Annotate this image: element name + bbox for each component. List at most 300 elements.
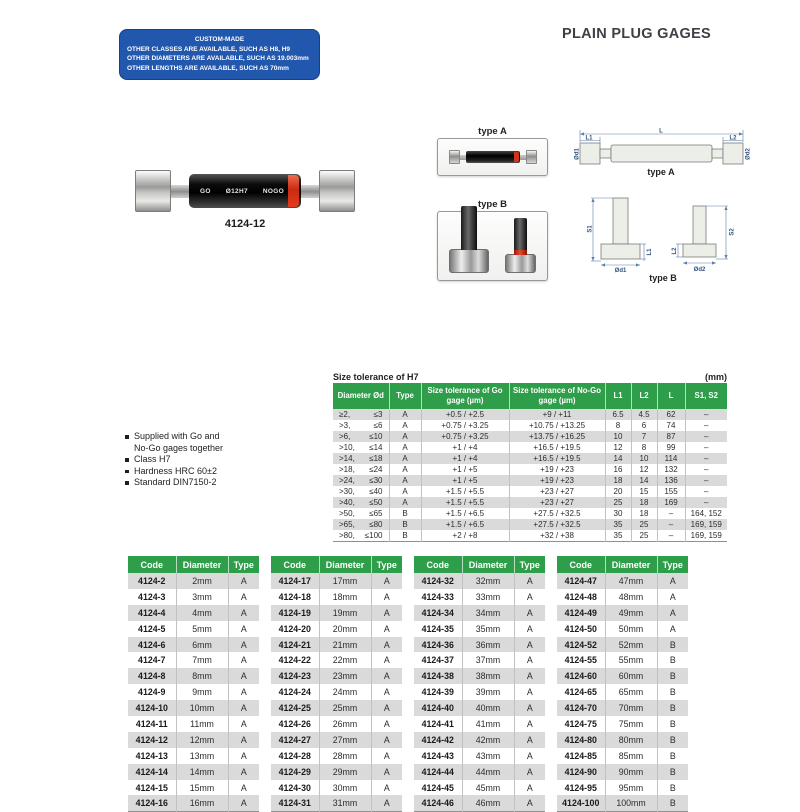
- code-cell: 4124-25: [271, 700, 319, 716]
- col-diameter: Diameter: [605, 556, 657, 573]
- tolerance-row: [333, 486, 727, 497]
- code-table-row: [414, 716, 545, 732]
- type-cell: A: [228, 764, 259, 780]
- diameter-cell: 31mm: [319, 795, 371, 811]
- code-table-header-row: [557, 556, 688, 573]
- code-cell: 4124-37: [414, 652, 462, 668]
- code-cell: 4124-95: [557, 780, 605, 796]
- dim-d1: Ød1: [614, 268, 627, 273]
- gage-shaft-left: [171, 185, 189, 198]
- diameter-cell: 15mm: [176, 780, 228, 796]
- code-table-row: [414, 780, 545, 796]
- diameter-cell: 9mm: [176, 684, 228, 700]
- type-cell: A: [228, 605, 259, 621]
- code-table-row: [128, 637, 259, 653]
- code-cell: 4124-18: [271, 589, 319, 605]
- code-table-row: [414, 573, 545, 589]
- diameter-cell: 100mm: [605, 795, 657, 811]
- code-table-header-row: [271, 556, 402, 573]
- l-cell: –: [657, 530, 685, 542]
- feature-text: Hardness HRC 60±2: [134, 465, 217, 476]
- s1s2-cell: –: [685, 431, 727, 442]
- code-table-row: [271, 637, 402, 653]
- diameter-cell: 13mm: [176, 748, 228, 764]
- type-cell: A: [514, 764, 545, 780]
- s1s2-cell: 169, 159: [690, 531, 722, 540]
- nogo-tolerance-cell: +27.5 / +32.5: [509, 519, 605, 530]
- l-cell: 136: [657, 475, 685, 486]
- l2-cell: 6: [631, 420, 657, 431]
- code-table-row: [128, 573, 259, 589]
- diameter-cell: 3mm: [176, 589, 228, 605]
- type-cell: B: [657, 764, 688, 780]
- code-cell: 4124-16: [128, 795, 176, 811]
- type-cell: B: [669, 782, 676, 793]
- dim-d2: Ød2: [745, 148, 751, 160]
- code-cell: 4124-32: [414, 573, 462, 589]
- type-cell: A: [514, 795, 545, 811]
- code-table-row: [414, 605, 545, 621]
- code-table-row: [557, 795, 688, 811]
- l1-cell: 25: [605, 497, 631, 508]
- col-l1: L1: [605, 383, 631, 409]
- col-code: Code: [414, 556, 462, 573]
- go-tolerance-cell: +2 / +8: [421, 530, 509, 542]
- code-table-row: [557, 716, 688, 732]
- diameter-cell: 44mm: [462, 764, 514, 780]
- type-cell: A: [371, 732, 402, 748]
- code-table-row: [128, 716, 259, 732]
- nogo-tolerance-cell: +16.5 / +19.5: [509, 442, 605, 453]
- code-cell: 4124-29: [271, 764, 319, 780]
- code-table-row: [271, 716, 402, 732]
- type-b-drawing: [583, 195, 748, 273]
- diameter-cell: 10mm: [176, 700, 228, 716]
- l1-cell: 16: [605, 464, 631, 475]
- col-type: Type: [371, 556, 402, 573]
- l-cell: 74: [657, 420, 685, 431]
- code-cell: 4124-50: [557, 621, 605, 637]
- tolerance-row: [333, 453, 727, 464]
- type-cell: B: [389, 508, 421, 519]
- diameter-range-cell: >80, ≤100: [333, 530, 389, 542]
- l2-cell: 25: [631, 530, 657, 542]
- diameter-cell: 49mm: [605, 605, 657, 621]
- code-table-row: [271, 573, 402, 589]
- vertical-handle: [514, 218, 527, 255]
- type-cell: A: [228, 637, 259, 653]
- diameter-cell: 55mm: [605, 652, 657, 668]
- diameter-cell: 41mm: [462, 716, 514, 732]
- diameter-range-cell: >24, ≤30: [333, 475, 389, 486]
- code-table-row: [557, 637, 688, 653]
- code-cell: 4124-34: [414, 605, 462, 621]
- nogo-tolerance-cell: +23 / +27: [509, 486, 605, 497]
- code-table-row: [557, 573, 688, 589]
- diameter-range-cell: ≥2, ≤3: [333, 409, 389, 420]
- mini-cap-right: [526, 150, 537, 164]
- code-table-row: [271, 764, 402, 780]
- type-cell: A: [383, 782, 390, 793]
- type-cell: A: [526, 718, 533, 729]
- l2-cell: 8: [631, 442, 657, 453]
- col-code: Code: [128, 556, 176, 573]
- diameter-cell: 22mm: [319, 652, 371, 668]
- s1s2-cell: –: [704, 443, 709, 452]
- type-cell: B: [389, 519, 421, 530]
- type-cell: B: [657, 700, 688, 716]
- feature-list: [124, 431, 284, 489]
- tolerance-row: [333, 475, 727, 486]
- type-cell: A: [371, 700, 402, 716]
- code-table-row: [557, 621, 688, 637]
- go-tolerance-cell: +1.5 / +6.5: [421, 519, 509, 530]
- code-table-row: [271, 605, 402, 621]
- code-table-row: [414, 637, 545, 653]
- code-cell: 4124-41: [414, 716, 462, 732]
- feature-text: Class H7: [134, 454, 171, 464]
- code-cell: 4124-12: [128, 732, 176, 748]
- code-cell: 4124-23: [271, 668, 319, 684]
- code-cell: 4124-26: [271, 716, 319, 732]
- diameter-cell: 30mm: [319, 780, 371, 796]
- feature-item: [124, 477, 284, 489]
- code-cell: 4124-70: [557, 700, 605, 716]
- type-cell: B: [657, 795, 688, 811]
- code-table-row: [557, 764, 688, 780]
- l-cell: –: [657, 508, 685, 519]
- col-type: Type: [228, 556, 259, 573]
- type-b-photo: [437, 211, 548, 281]
- code-table: [557, 556, 688, 812]
- type-cell: A: [526, 623, 533, 634]
- code-table-header-row: [128, 556, 259, 573]
- code-cell: 4124-3: [128, 589, 176, 605]
- code-cell: 4124-7: [128, 652, 176, 668]
- diameter-cell: 40mm: [462, 700, 514, 716]
- code-table-row: [414, 684, 545, 700]
- type-cell: A: [240, 782, 247, 793]
- gage-cap-right: [319, 170, 355, 212]
- type-cell: A: [371, 605, 402, 621]
- type-cell: B: [669, 655, 676, 666]
- diameter-cell: 50mm: [605, 621, 657, 637]
- diameter-cell: 42mm: [462, 732, 514, 748]
- s1s2-cell: –: [685, 453, 727, 464]
- diameter-cell: 27mm: [319, 732, 371, 748]
- code-cell: 4124-21: [271, 637, 319, 653]
- col-l2: L2: [631, 383, 657, 409]
- type-cell: A: [371, 573, 402, 589]
- col-diameter: Diameter: [176, 556, 228, 573]
- type-cell: A: [526, 687, 533, 698]
- diameter-cell: 24mm: [319, 684, 371, 700]
- go-tolerance-cell: +1 / +5: [421, 464, 509, 475]
- diameter-cell: 35mm: [462, 621, 514, 637]
- diameter-cell: 43mm: [462, 748, 514, 764]
- col-code: Code: [271, 556, 319, 573]
- code-table-row: [414, 589, 545, 605]
- type-cell: A: [383, 655, 390, 666]
- nogo-tolerance-cell: +27.5 / +32.5: [509, 508, 605, 519]
- type-cell: A: [389, 431, 421, 442]
- diameter-cell: 6mm: [176, 637, 228, 653]
- custom-made-line: OTHER CLASSES ARE AVAILABLE, SUCH AS H8, H9: [127, 45, 290, 53]
- code-cell: 4124-46: [414, 795, 462, 811]
- code-table-row: [414, 795, 545, 811]
- code-table-row: [414, 748, 545, 764]
- code-table-row: [128, 621, 259, 637]
- code-table: [271, 556, 402, 812]
- diameter-range-cell: >40, ≤50: [333, 497, 389, 508]
- feature-text: Standard DIN7150-2: [134, 477, 217, 487]
- code-table-row: [271, 732, 402, 748]
- diameter-cell: 36mm: [462, 637, 514, 653]
- type-cell: A: [383, 718, 390, 729]
- diameter-cell: 33mm: [462, 589, 514, 605]
- code-table-row: [414, 621, 545, 637]
- code-table-row: [271, 668, 402, 684]
- nogo-tolerance-cell: +16.5 / +19.5: [509, 453, 605, 464]
- col-type: Type: [657, 556, 688, 573]
- code-cell: 4124-65: [557, 684, 605, 700]
- col-l: L: [657, 383, 685, 409]
- type-a-drawing-caption: type A: [647, 167, 675, 177]
- tolerance-row: [333, 519, 727, 530]
- code-table-row: [557, 589, 688, 605]
- diameter-range-cell: >50, ≤65: [333, 508, 389, 519]
- custom-made-note: [119, 29, 320, 80]
- l1-cell: 12: [605, 442, 631, 453]
- code-cell: 4124-5: [128, 621, 176, 637]
- l2-cell: 12: [631, 464, 657, 475]
- nogo-tolerance-cell: +23 / +27: [509, 497, 605, 508]
- diameter-cell: 7mm: [176, 652, 228, 668]
- diameter-cell: 5mm: [176, 621, 228, 637]
- type-cell: A: [228, 795, 259, 811]
- dim-L: L: [659, 128, 663, 135]
- type-a-drawing: [573, 127, 751, 167]
- code-table-row: [414, 700, 545, 716]
- l1-cell: 14: [605, 453, 631, 464]
- code-table-row: [128, 684, 259, 700]
- col-s1s2: S1, S2: [685, 383, 727, 409]
- l-cell: 132: [657, 464, 685, 475]
- vertical-red-band: [514, 250, 527, 255]
- col-diameter: Diameter Ød: [333, 383, 389, 409]
- nogo-tolerance-cell: +10.75 / +13.25: [509, 420, 605, 431]
- code-cell: 4124-22: [271, 652, 319, 668]
- feature-item: [124, 431, 284, 454]
- l-cell: 87: [657, 431, 685, 442]
- type-cell: A: [240, 687, 247, 698]
- go-tolerance-cell: +0.75 / +3.25: [421, 420, 509, 431]
- l-cell: 99: [657, 442, 685, 453]
- product-photo: [135, 170, 355, 212]
- l2-cell: 4.5: [631, 409, 657, 420]
- type-cell: A: [389, 475, 421, 486]
- type-cell: A: [240, 655, 247, 666]
- type-b-go-gage-image: [449, 206, 489, 273]
- custom-made-line: OTHER DIAMETERS ARE AVAILABLE, SUCH AS 19.003mm: [127, 55, 309, 62]
- feature-text: No-Go gages together: [134, 442, 224, 453]
- type-cell: A: [228, 700, 259, 716]
- type-b-nogo-gage-image: [505, 218, 536, 273]
- code-table-row: [414, 732, 545, 748]
- l1-cell: 10: [605, 431, 631, 442]
- code-cell: 4124-14: [128, 764, 176, 780]
- l2-cell: 18: [631, 508, 657, 519]
- diameter-cell: 20mm: [319, 621, 371, 637]
- type-cell: B: [669, 750, 676, 761]
- diameter-cell: 47mm: [605, 573, 657, 589]
- code-table-row: [271, 684, 402, 700]
- type-cell: A: [383, 591, 390, 602]
- diameter-cell: 12mm: [176, 732, 228, 748]
- l2-cell: 18: [631, 497, 657, 508]
- diameter-cell: 38mm: [462, 668, 514, 684]
- diameter-cell: 25mm: [319, 700, 371, 716]
- type-cell: A: [240, 623, 247, 634]
- code-cell: 4124-100: [557, 795, 605, 811]
- tolerance-row: [333, 420, 727, 431]
- type-cell: A: [371, 795, 402, 811]
- code-cell: 4124-33: [414, 589, 462, 605]
- col-code: Code: [557, 556, 605, 573]
- type-cell: A: [514, 732, 545, 748]
- code-cell: 4124-80: [557, 732, 605, 748]
- l-cell: 62: [657, 409, 685, 420]
- code-table-row: [128, 700, 259, 716]
- type-cell: A: [389, 409, 421, 420]
- type-cell: A: [657, 573, 688, 589]
- l1-cell: 35: [605, 530, 631, 542]
- type-cell: A: [514, 573, 545, 589]
- diameter-cell: 11mm: [176, 716, 228, 732]
- diameter-range-cell: >18, ≤24: [333, 464, 389, 475]
- nogo-tolerance-cell: +9 / +11: [509, 409, 605, 420]
- feature-item: [124, 466, 284, 478]
- type-cell: A: [514, 605, 545, 621]
- code-table-row: [128, 764, 259, 780]
- tolerance-row: [333, 409, 727, 420]
- type-cell: A: [371, 637, 402, 653]
- type-cell: A: [389, 486, 421, 497]
- code-table-row: [557, 700, 688, 716]
- custom-made-line: OTHER LENGTHS ARE AVAILABLE, SUCH AS 70mm: [127, 64, 289, 72]
- code-table-row: [271, 652, 402, 668]
- code-table-row: [557, 732, 688, 748]
- go-tolerance-cell: +1 / +4: [421, 453, 509, 464]
- gage-shaft-right: [301, 185, 319, 198]
- go-tolerance-cell: +1.5 / +5.5: [421, 497, 509, 508]
- code-cell: 4124-49: [557, 605, 605, 621]
- type-cell: B: [669, 687, 676, 698]
- l-cell: 114: [657, 453, 685, 464]
- dim-L1: L1: [585, 135, 593, 142]
- go-tolerance-cell: +0.75 / +3.25: [421, 431, 509, 442]
- type-cell: B: [657, 732, 688, 748]
- vertical-base: [449, 249, 489, 273]
- dim-L2: L2: [672, 247, 678, 255]
- code-table-row: [557, 605, 688, 621]
- mini-handle: [466, 151, 520, 163]
- diameter-cell: 45mm: [462, 780, 514, 796]
- code-table-row: [414, 652, 545, 668]
- tolerance-header-row: [333, 383, 727, 409]
- code-cell: 4124-45: [414, 780, 462, 796]
- code-cell: 4124-38: [414, 668, 462, 684]
- code-cell: 4124-11: [128, 716, 176, 732]
- nogo-tolerance-cell: +19 / +23: [509, 464, 605, 475]
- s1s2-cell: 169, 159: [685, 519, 727, 530]
- diameter-cell: 37mm: [462, 652, 514, 668]
- l2-cell: 14: [631, 475, 657, 486]
- s1s2-cell: –: [704, 487, 709, 496]
- type-cell: A: [526, 750, 533, 761]
- go-tolerance-cell: +1 / +5: [421, 475, 509, 486]
- type-cell: A: [228, 573, 259, 589]
- diameter-cell: 80mm: [605, 732, 657, 748]
- code-cell: 4124-10: [128, 700, 176, 716]
- code-cell: 4124-24: [271, 684, 319, 700]
- model-number: 4124-12: [224, 218, 266, 230]
- dim-L2: L2: [729, 135, 737, 142]
- code-table-row: [557, 748, 688, 764]
- tolerance-row: [333, 442, 727, 453]
- s1s2-cell: –: [704, 465, 709, 474]
- code-table-row: [128, 668, 259, 684]
- diameter-cell: 16mm: [176, 795, 228, 811]
- s1s2-cell: –: [685, 475, 727, 486]
- s1s2-cell: –: [704, 421, 709, 430]
- type-cell: A: [389, 442, 421, 453]
- tolerance-row: [333, 497, 727, 508]
- l1-cell: 6.5: [605, 409, 631, 420]
- diameter-cell: 17mm: [319, 573, 371, 589]
- col-type: Type: [514, 556, 545, 573]
- tolerance-table-body: [333, 409, 727, 542]
- l-cell: 169: [657, 497, 685, 508]
- code-table-row: [414, 764, 545, 780]
- diameter-cell: 60mm: [605, 668, 657, 684]
- code-cell: 4124-47: [557, 573, 605, 589]
- code-cell: 4124-60: [557, 668, 605, 684]
- tolerance-row: [333, 508, 727, 519]
- l2-cell: 10: [631, 453, 657, 464]
- type-b-drawing-caption: type B: [649, 273, 677, 283]
- feature-item: [124, 454, 284, 466]
- type-cell: A: [383, 623, 390, 634]
- nogo-tolerance-cell: +32 / +38: [509, 530, 605, 542]
- type-cell: A: [669, 623, 676, 634]
- code-table-row: [128, 795, 259, 811]
- mini-shaft-left: [460, 155, 466, 160]
- col-type: Type: [389, 383, 421, 409]
- code-cell: 4124-52: [557, 637, 605, 653]
- l1-cell: 18: [605, 475, 631, 486]
- l2-cell: 15: [631, 486, 657, 497]
- tolerance-row: [333, 431, 727, 442]
- diameter-cell: 2mm: [176, 573, 228, 589]
- diameter-cell: 21mm: [319, 637, 371, 653]
- s1s2-cell: –: [685, 497, 727, 508]
- mini-shaft-right: [520, 155, 526, 160]
- type-cell: A: [371, 668, 402, 684]
- type-cell: B: [389, 530, 421, 542]
- diameter-cell: 4mm: [176, 605, 228, 621]
- code-cell: 4124-27: [271, 732, 319, 748]
